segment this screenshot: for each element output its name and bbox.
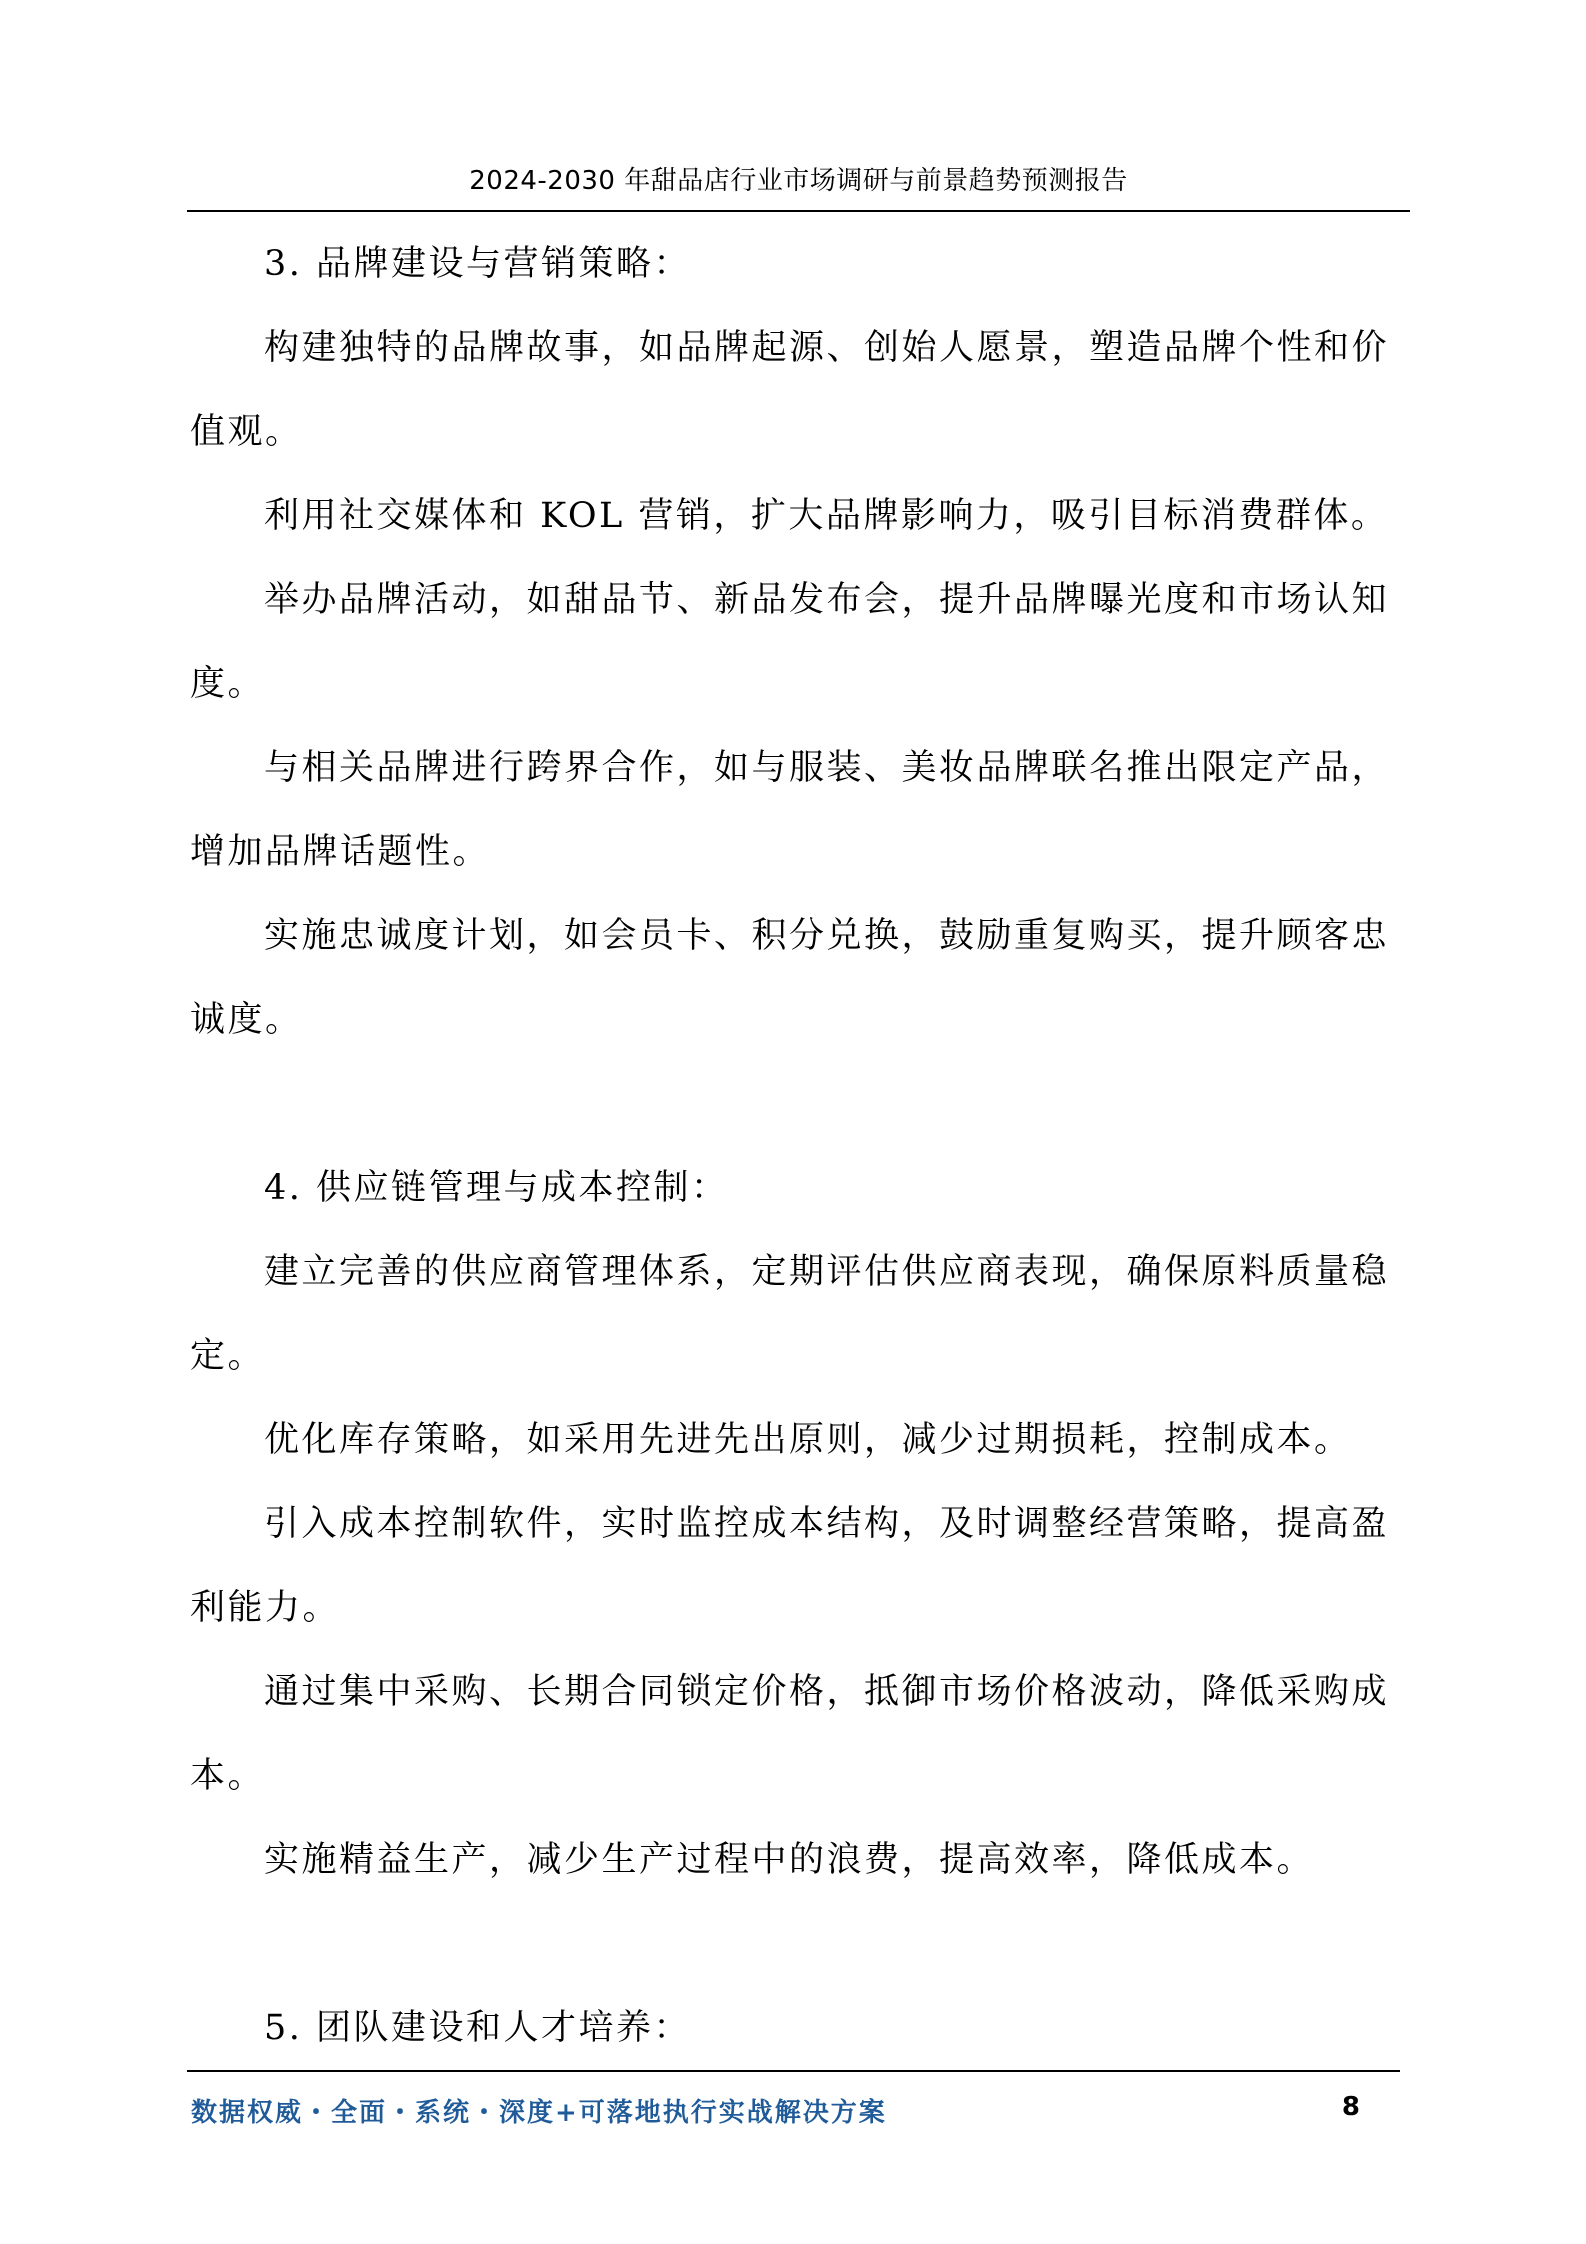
- paragraph: [190, 1818, 1405, 1902]
- paragraph-line: 值观。: [190, 412, 303, 452]
- paragraph-line: 度。: [190, 664, 266, 704]
- paragraph-line: 本。: [190, 1756, 266, 1796]
- paragraph: [190, 1230, 1405, 1398]
- paragraph-line: 举办品牌活动，如甜品节、新品发布会，提升品牌曝光度和市场认知: [264, 580, 1390, 620]
- section-heading: 5. 团队建设和人才培养：: [264, 2008, 692, 2048]
- paragraph-line: 实施忠诚度计划，如会员卡、积分兑换，鼓励重复购买，提升顾客忠: [264, 916, 1390, 956]
- section-heading: 4. 供应链管理与成本控制：: [264, 1168, 729, 1208]
- page-footer: [187, 2070, 1400, 2132]
- paragraph-line: 构建独特的品牌故事，如品牌起源、创始人愿景，塑造品牌个性和价: [264, 328, 1390, 368]
- paragraph-line: 引入成本控制软件，实时监控成本结构，及时调整经营策略，提高盈: [264, 1504, 1390, 1544]
- paragraph-line: 诚度。: [190, 1000, 303, 1040]
- paragraph: [190, 558, 1405, 726]
- document-body: [190, 222, 1405, 2070]
- section-heading: 3. 品牌建设与营销策略：: [264, 244, 692, 284]
- paragraph-line: 利能力。: [190, 1588, 341, 1628]
- paragraph: [190, 1398, 1405, 1482]
- paragraph: [190, 1482, 1405, 1650]
- page-number: 8: [1341, 2092, 1360, 2122]
- paragraph-line: 建立完善的供应商管理体系，定期评估供应商表现，确保原料质量稳: [264, 1252, 1390, 1292]
- page-header: [187, 160, 1410, 212]
- paragraph: [190, 474, 1405, 558]
- paragraph-line: 利用社交媒体和 KOL 营销，扩大品牌影响力，吸引目标消费群体。: [264, 496, 1389, 536]
- paragraph: [190, 894, 1405, 1062]
- paragraph-line: 定。: [190, 1336, 266, 1376]
- paragraph: [190, 306, 1405, 474]
- paragraph: [190, 1650, 1405, 1818]
- paragraph-line: 优化库存策略，如采用先进先出原则，减少过期损耗，控制成本。: [264, 1420, 1352, 1460]
- paragraph-line: 增加品牌话题性。: [190, 832, 491, 872]
- paragraph-line: 通过集中采购、长期合同锁定价格，抵御市场价格波动，降低采购成: [264, 1672, 1390, 1712]
- paragraph: [190, 726, 1405, 894]
- paragraph-line: 与相关品牌进行跨界合作，如与服装、美妆品牌联名推出限定产品，: [264, 748, 1390, 788]
- paragraph-line: 实施精益生产，减少生产过程中的浪费，提高效率，降低成本。: [264, 1840, 1315, 1880]
- footer-slogan: 数据权威・全面・系统・深度+可落地执行实战解决方案: [191, 2098, 887, 2128]
- report-title: 2024-2030 年甜品店行业市场调研与前景趋势预测报告: [469, 166, 1128, 196]
